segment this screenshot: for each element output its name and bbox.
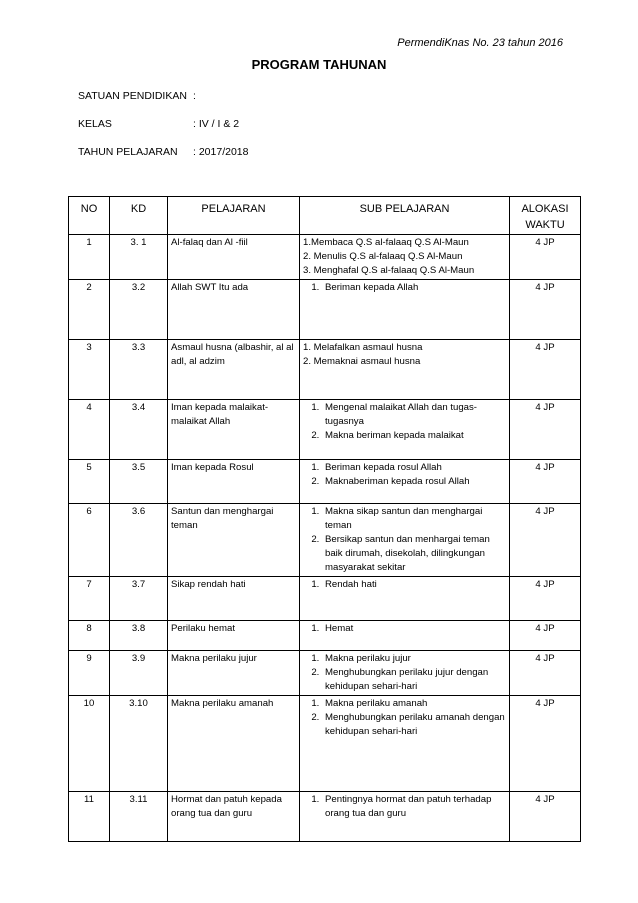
- info-value: :: [193, 90, 196, 102]
- cell-sub-pelajaran: [300, 400, 510, 460]
- sub-pelajaran-item: 1. Hemat: [322, 622, 506, 636]
- sub-pelajaran-item: 1. Pentingnya hormat dan patuh terhadap orang tua dan guru: [322, 793, 506, 821]
- cell-pelajaran: Al-falaq dan Al -fiil: [168, 235, 300, 280]
- cell-kd: 3.10: [110, 696, 168, 792]
- cell-alokasi: 4 JP: [510, 235, 581, 280]
- sub-pelajaran-list: [303, 578, 506, 592]
- cell-alokasi: 4 JP: [510, 621, 581, 651]
- cell-kd: 3.11: [110, 792, 168, 842]
- cell-alokasi: 4 JP: [510, 792, 581, 842]
- info-value: : IV / I & 2: [193, 118, 240, 130]
- cell-alokasi: 4 JP: [510, 280, 581, 340]
- table-row: [69, 792, 581, 842]
- header-pelajaran: PELAJARAN: [168, 197, 300, 235]
- cell-sub-pelajaran: [300, 340, 510, 400]
- cell-sub-pelajaran: [300, 504, 510, 577]
- sub-pelajaran-line: 1. Melafalkan asmaul husna: [303, 342, 423, 353]
- sub-pelajaran-list: [303, 793, 506, 821]
- cell-pelajaran: Makna perilaku jujur: [168, 651, 300, 696]
- table-row: [69, 651, 581, 696]
- cell-pelajaran: Asmaul husna (albashir, al al adl, al adzim: [168, 340, 300, 400]
- sub-pelajaran-list: [303, 652, 506, 694]
- table-row: [69, 460, 581, 504]
- sub-pelajaran-item: 1. Makna sikap santun dan menghargai teman: [322, 505, 506, 533]
- sub-pelajaran-line: 2. Memaknai asmaul husna: [303, 356, 421, 367]
- sub-pelajaran-line: 1.Membaca Q.S al-falaaq Q.S Al-Maun: [303, 237, 469, 248]
- cell-kd: 3.6: [110, 504, 168, 577]
- program-table: [68, 196, 581, 842]
- page-title: PROGRAM TAHUNAN: [251, 57, 387, 72]
- sub-pelajaran-item: 1. Makna perilaku amanah: [322, 697, 506, 711]
- cell-kd: 3.4: [110, 400, 168, 460]
- cell-pelajaran: Iman kepada Rosul: [168, 460, 300, 504]
- cell-alokasi: 4 JP: [510, 651, 581, 696]
- sub-pelajaran-list: [303, 622, 506, 636]
- cell-sub-pelajaran: [300, 621, 510, 651]
- cell-no: 9: [69, 651, 110, 696]
- cell-pelajaran: Iman kepada malaikat-malaikat Allah: [168, 400, 300, 460]
- cell-pelajaran: Hormat dan patuh kepada orang tua dan guru: [168, 792, 300, 842]
- cell-sub-pelajaran: [300, 651, 510, 696]
- cell-pelajaran: Perilaku hemat: [168, 621, 300, 651]
- table-row: [69, 504, 581, 577]
- table-row: [69, 340, 581, 400]
- sub-pelajaran-item: 1. Mengenal malaikat Allah dan tugas-tugasnya: [322, 401, 506, 429]
- cell-sub-pelajaran: [300, 280, 510, 340]
- table-header-row: [69, 197, 581, 235]
- table-row: [69, 577, 581, 621]
- header-sub-pelajaran: SUB PELAJARAN: [300, 197, 510, 235]
- sub-pelajaran-list: [303, 697, 506, 739]
- sub-pelajaran-list: [303, 505, 506, 575]
- table-row: [69, 696, 581, 792]
- cell-kd: 3.2: [110, 280, 168, 340]
- header-no: NO: [69, 197, 110, 235]
- table-row: [69, 400, 581, 460]
- cell-alokasi: 4 JP: [510, 696, 581, 792]
- cell-pelajaran: Santun dan menghargai teman: [168, 504, 300, 577]
- info-label: SATUAN PENDIDIKAN: [78, 90, 187, 102]
- sub-pelajaran-line: 2. Menulis Q.S al-falaaq Q.S Al-Maun: [303, 251, 463, 262]
- sub-pelajaran-item: 2. Maknaberiman kepada rosul Allah: [322, 475, 506, 489]
- cell-sub-pelajaran: [300, 696, 510, 792]
- header-kd: KD: [110, 197, 168, 235]
- sub-pelajaran-item: 2. Menghubungkan perilaku jujur dengan kehidupan sehari-hari: [322, 666, 506, 694]
- cell-kd: 3.3: [110, 340, 168, 400]
- sub-pelajaran-list: [303, 401, 506, 443]
- cell-kd: 3.7: [110, 577, 168, 621]
- sub-pelajaran-item: 2. Makna beriman kepada malaikat: [322, 429, 506, 443]
- sub-pelajaran-item: 2. Bersikap santun dan menhargai teman baik dirumah, disekolah, dilingkungan masyarakat sekitar: [322, 533, 506, 575]
- sub-pelajaran-item: 1. Makna perilaku jujur: [322, 652, 506, 666]
- cell-sub-pelajaran: [300, 235, 510, 280]
- cell-alokasi: 4 JP: [510, 504, 581, 577]
- cell-kd: 3.8: [110, 621, 168, 651]
- cell-kd: 3. 1: [110, 235, 168, 280]
- sub-pelajaran-item: 1. Rendah hati: [322, 578, 506, 592]
- cell-sub-pelajaran: [300, 460, 510, 504]
- cell-no: 7: [69, 577, 110, 621]
- header-alokasi-waktu: ALOKASI WAKTU: [510, 197, 581, 235]
- table-row: [69, 280, 581, 340]
- cell-alokasi: 4 JP: [510, 340, 581, 400]
- cell-no: 11: [69, 792, 110, 842]
- info-value: : 2017/2018: [193, 146, 249, 158]
- sub-pelajaran-item: 1. Beriman kepada rosul Allah: [322, 461, 506, 475]
- cell-pelajaran: Makna perilaku amanah: [168, 696, 300, 792]
- sub-pelajaran-item: 2. Menghubungkan perilaku amanah dengan kehidupan sehari-hari: [322, 711, 506, 739]
- cell-no: 6: [69, 504, 110, 577]
- info-label: KELAS: [78, 118, 112, 130]
- sub-pelajaran-list: [303, 281, 506, 295]
- sub-pelajaran-line: 3. Menghafal Q.S al-falaaq Q.S Al-Maun: [303, 265, 475, 276]
- cell-no: 8: [69, 621, 110, 651]
- cell-no: 4: [69, 400, 110, 460]
- cell-no: 5: [69, 460, 110, 504]
- cell-no: 10: [69, 696, 110, 792]
- cell-no: 3: [69, 340, 110, 400]
- header-note: PermendiKnas No. 23 tahun 2016: [397, 37, 563, 49]
- cell-alokasi: 4 JP: [510, 577, 581, 621]
- sub-pelajaran-item: 1. Beriman kepada Allah: [322, 281, 506, 295]
- table-row: [69, 235, 581, 280]
- table-row: [69, 621, 581, 651]
- cell-no: 1: [69, 235, 110, 280]
- cell-pelajaran: Allah SWT Itu ada: [168, 280, 300, 340]
- cell-sub-pelajaran: [300, 792, 510, 842]
- cell-sub-pelajaran: [300, 577, 510, 621]
- info-label: TAHUN PELAJARAN: [78, 146, 178, 158]
- cell-no: 2: [69, 280, 110, 340]
- cell-kd: 3.5: [110, 460, 168, 504]
- sub-pelajaran-list: [303, 461, 506, 489]
- cell-alokasi: 4 JP: [510, 460, 581, 504]
- cell-alokasi: 4 JP: [510, 400, 581, 460]
- cell-pelajaran: Sikap rendah hati: [168, 577, 300, 621]
- cell-kd: 3.9: [110, 651, 168, 696]
